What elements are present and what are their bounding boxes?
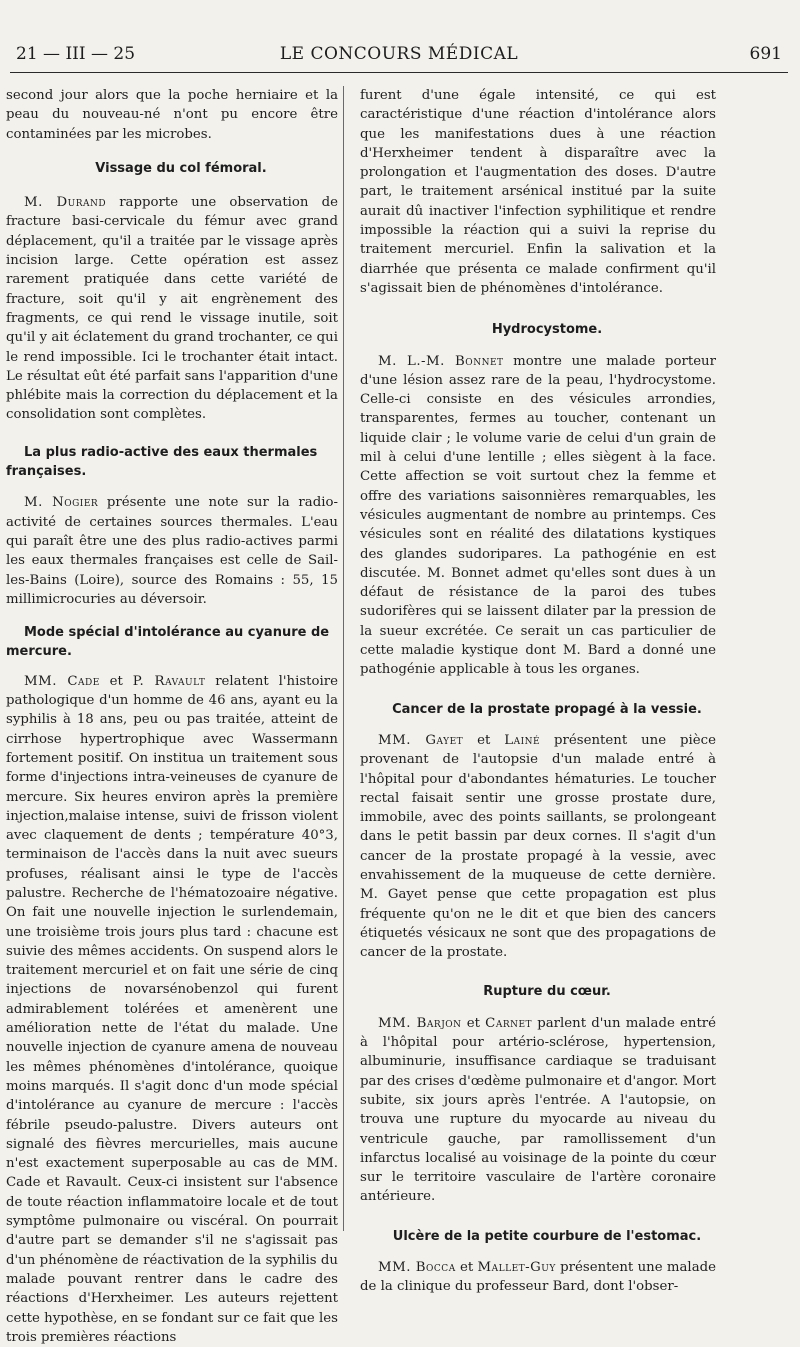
column-divider xyxy=(343,86,344,1231)
page-number: 691 xyxy=(749,44,782,64)
author-nogier: M. Nogier xyxy=(24,495,99,511)
hydrocystome-paragraph: M. L.-M. Bonnet montre une malade porteur d'une lésion assez rare de la peau, l'hydrocystome. Celle-ci consiste en des vésicules arrondies, transparentes, fermes au toucher, contenant un liquide clair ; le volume varie de celui d'un grain de mil à celui d'une lentille ; elles siègent à la face. Cette affection se voit surtout chez la femme et offre des variations saisonnières remarquables, les vésicules augmentant de nombre au printemps. Ces vésicules sont en réalité des dilatations kystiques des glandes sudoripares. La pathogénie en est discutée. M. Bonnet admet qu'elles sont dues à un défaut de résistance de la paroi des tubes sudorifères qui se laissent dilater par la pression de la sueur excrétée. Ce serait un cas particulier de cette maladie kystique dont M. Bard a donné une pathogénie applicable à tous les organes. xyxy=(360,353,716,678)
author-durand: M. Durand xyxy=(24,195,107,211)
heading-cyanure: Mode spécial d'intolérance au cyanure de mercure. xyxy=(6,625,330,660)
author-mallet-guy: Mallet-Guy xyxy=(477,1260,556,1276)
author-barjon: MM. Barjon xyxy=(378,1015,462,1031)
cyanure-paragraph: MM. Cade et P. Ravault relatent l'histoire pathologique d'un homme de 46 ans, ayant eu la syphilis à 18 ans, peu ou pas traitée, atteint de cirrhose hypertrophique avec Wassermann fortement positif. On institua un traitement sous forme d'injections intra-veineuses de cyanure de mercure. Six heures environ après la première injection,malaise intense, suivi de frisson violent avec claquement de dents ; température 40°3, terminaison de l'accès dans la nuit avec sueurs profuses, réalisant ainsi le type de l'accès palustre. Recherche de l'hématozoaire négative. On fait une nouvelle injection le surlendemain, une troisième trois jours plus tard : chacune est suivie des mêmes accidents. On suspend alors le traitement mercuriel et on fait une série de cinq injections de novarsénobenzol qui furent admirablement tolérées et amenèrent une amélioration nette de l'état du malade. Une nouvelle injection de cyanure amena de nouveau les mêmes phénomènes d'intolérance, quoique moins marqués. Il s'agit donc d'un mode spécial d'intolérance au cyanure de mercure : l'accès fébrile pseudo-palustre. Divers auteurs ont signalé des fièvres mercurielles, mais aucune n'est exactement superposable au cas de MM. Cade et Ravault. Ceux-ci insistent sur l'absence de toute réaction inflammatoire locale et de tout symptôme pulmonaire ou viscéral. On pourrait d'autre part se demander s'il ne s'agissait pas d'un phénomène de réactivation de la syphilis du malade pouvant rentrer dans le cadre des réactions d'Herxheimer. Les auteurs rejettent cette hypothèse, en se fondant sur ce fait que les trois premières réactions xyxy=(6,673,338,1345)
radio-paragraph: M. Nogier présente une note sur la radio-activité de certaines sources thermales. L'eau qui paraît être une des plus radio-actives parmi les eaux thermales françaises est celle de Sail-les-Bains (Loire), source des Romains : 55, 15 millimicrocuries au déversoir. xyxy=(6,495,338,607)
heading-rupture: Rupture du cœur. xyxy=(483,984,611,1000)
heading-ulcere: Ulcère de la petite courbure de l'estomac. xyxy=(392,1228,702,1244)
issue-date: 21 — III — 25 xyxy=(16,44,136,64)
author-laine: Lainé xyxy=(504,732,541,748)
author-cade: MM. Cade xyxy=(24,673,100,689)
heading-radio-active: La plus radio-active des eaux thermales françaises. xyxy=(6,444,318,480)
author-bonnet: M. L.-M. Bonnet xyxy=(378,353,504,369)
right-column xyxy=(360,86,716,1297)
journal-title: LE CONCOURS MÉDICAL xyxy=(279,44,519,64)
author-ravault: P. Ravault xyxy=(132,673,206,689)
intro-paragraph: second jour alors que la poche herniaire et la peau du nouveau-né n'ont pu encore être contaminées par les microbes. xyxy=(6,88,338,142)
left-column xyxy=(6,86,338,1347)
heading-hydrocystome: Hydrocystome. xyxy=(491,322,603,338)
continuation-paragraph: furent d'une égale intensité, ce qui est caractéristique d'une réaction d'intolérance alors que les manifestations dues à une réaction d'Herxheimer tendent à disparaître avec la prolongation et l'augmentation des doses. D'autre part, le traitement arsénical institué par la suite aurait dû inactiver l'infection syphilitique et rendre impossible la réaction qui a suivi la reprise du traitement mercuriel. Enfin la salivation et la diarrhée que présenta ce malade confirment qu'il s'agissait bien de phénomènes d'intolérance. xyxy=(360,88,716,296)
prostate-paragraph: MM. Gayet et Lainé présentent une pièce provenant de l'autopsie d'un malade entré à l'hôpital pour d'abondantes hématuries. Le toucher rectal faisait sentir une grosse prostate dure, immobile, avec des points saillants, se prolongeant dans le petit bassin par deux cornes. Il s'agit d'un cancer de la prostate propagé à la vessie, avec envahissement de la muqueuse de cette dernière. M. Gayet pense que cette propagation est plus fréquente qu'on ne le dit et que bien des cancers étiquetés vésicaux ne sont que des propagations de cancer de la prostate. xyxy=(360,732,716,961)
rupture-paragraph: MM. Barjon et Carnet parlent d'un malade entré à l'hôpital pour artério-sclérose, hypertension, albuminurie, insuffisance cardiaque se traduisant par des crises d'œdème pulmonaire et d'angor. Mort subite, six jours après l'entrée. A l'autopsie, on trouva une rupture du myocarde au niveau du ventricule gauche, par ramollissement d'un infarctus localisé au voisinage de la pointe du cœur sur le territoire vasculaire de l'artère coronaire antérieure. xyxy=(360,1015,717,1205)
author-bocca: MM. Bocca xyxy=(378,1260,456,1276)
running-header xyxy=(10,42,788,73)
heading-vissage: Vissage du col fémoral. xyxy=(95,160,267,176)
heading-prostate: Cancer de la prostate propagé à la vessie. xyxy=(392,701,702,717)
vissage-paragraph: M. Durand rapporte une observation de fracture basi-cervicale du fémur avec grand déplacement, qu'il a traitée par le vissage après incision large. Cette opération est assez rarement pratiquée dans cette variété de fracture, soit qu'il y ait engrènement des fragments, ce qui rend le vissage inutile, soit qu'il y ait éclatement du grand trochanter, ce qui le rend impossible. Ici le trochanter était intact. Le résultat eût été parfait sans l'apparition d'une phlébite mais la correction du déplacement et la consolidation sont complètes. xyxy=(6,195,338,423)
author-gayet: MM. Gayet xyxy=(378,732,464,748)
ulcere-paragraph: MM. Bocca et Mallet-Guy présentent une malade de la clinique du professeur Bard, dont l'obser- xyxy=(360,1260,716,1295)
author-carnet: Carnet xyxy=(485,1015,533,1031)
